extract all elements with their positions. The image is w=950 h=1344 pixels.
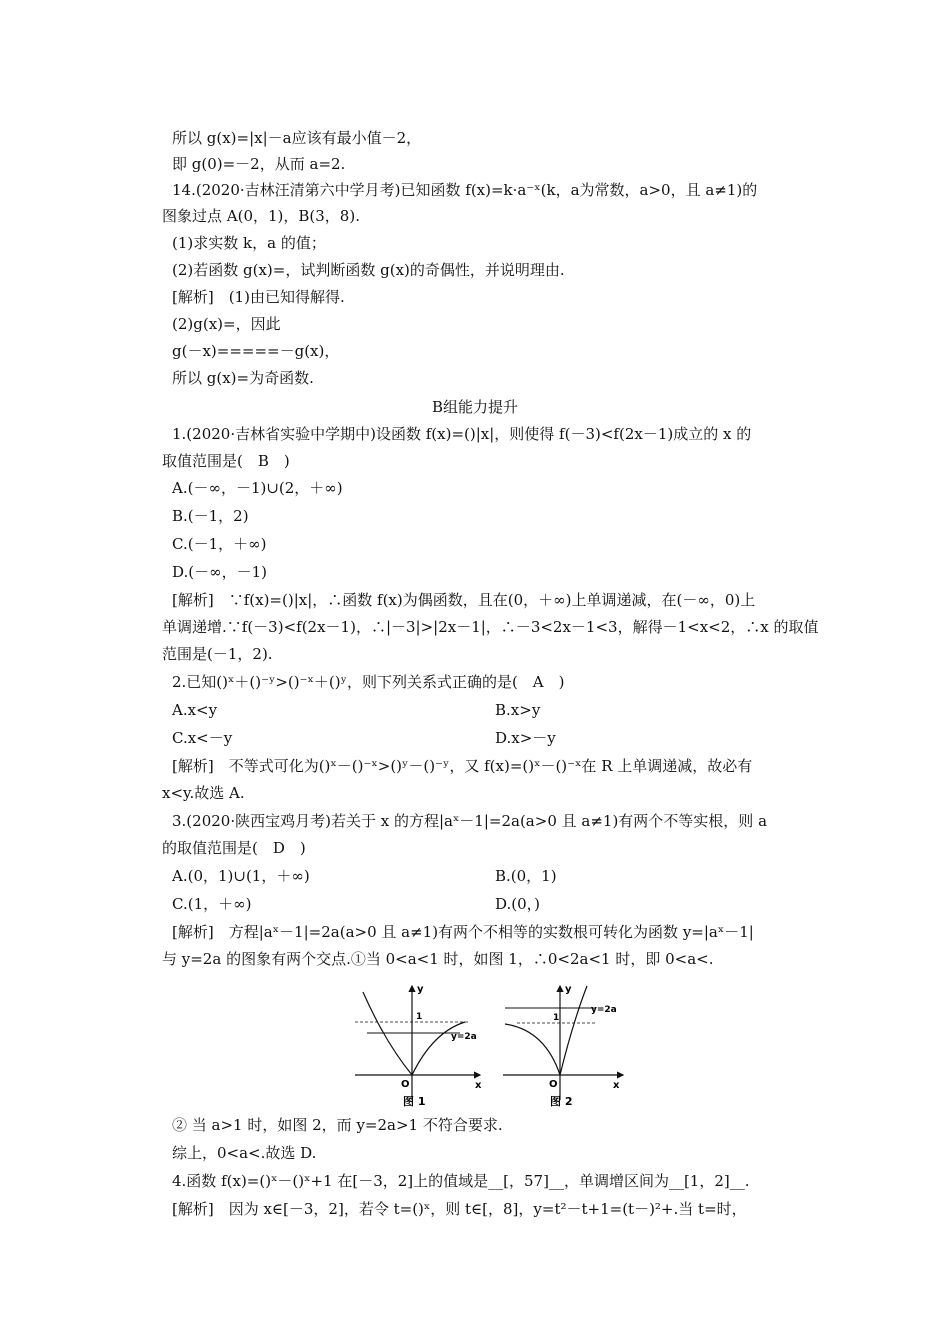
text-line: (2)g(x)=，因此 — [172, 315, 281, 333]
one-label: 1 — [553, 1013, 560, 1023]
analysis-line: [解析] ∵f(x)=()|x|，∴函数 f(x)为偶函数，且在(0，＋∞)上单调递减，在(－∞，0)上 — [172, 591, 756, 609]
text-line: 综上，0<a<.故选 D. — [172, 1144, 317, 1162]
option-c: C.x<－y — [172, 729, 233, 747]
one-label: 1 — [416, 1012, 423, 1022]
option-b: B.(－1，2) — [172, 507, 249, 525]
text-line: (2)若函数 g(x)=，试判断函数 g(x)的奇偶性，并说明理由. — [172, 261, 565, 279]
origin-label: O — [401, 1079, 410, 1090]
function-graphs-figure — [355, 982, 625, 1107]
text-line: ② 当 a>1 时，如图 2，而 y=2a>1 不符合要求. — [172, 1116, 503, 1134]
text-line: 单调递增.∵f(－3)<f(2x－1)，∴|－3|>|2x－1|，∴－3<2x－1<3，解得－1<x<2，∴x 的取值 — [162, 618, 819, 636]
text-line: 范围是(－1，2). — [162, 645, 273, 663]
analysis-line: [解析] 因为 x∈[－3，2]，若令 t=()ˣ，则 t∈[，8]，y=t²－t+1=(t－)²+.当 t=时， — [172, 1200, 747, 1218]
option-d: D.x>－y — [495, 729, 556, 747]
text-line: 的取值范围是( D ) — [162, 839, 306, 857]
y-label: y — [565, 984, 572, 995]
text-line: g(－x)=====－g(x)， — [172, 342, 340, 360]
option-a: A.(0，1)∪(1，＋∞) — [172, 867, 310, 885]
option-c: C.(1，＋∞) — [172, 895, 252, 913]
figure-svg — [355, 982, 625, 1107]
curve — [505, 986, 587, 1075]
question-1: 1.(2020·吉林省实验中学期中)设函数 f(x)=()|x|，则使得 f(－3)<f(2x－1)成立的 x 的 — [172, 425, 752, 443]
question-4: 4.函数 f(x)=()ˣ－()ˣ+1 在[－3，2]上的值域是__[，57]__，单调增区间为__[1，2]__. — [172, 1172, 750, 1190]
analysis-line: [解析] (1)由已知得解得. — [172, 288, 345, 306]
x-label: x — [475, 1080, 482, 1091]
text-line: 所以 g(x)=为奇函数. — [172, 369, 314, 387]
y2a-label: y=2a — [451, 1032, 477, 1042]
option-a: A.(－∞，－1)∪(2，＋∞) — [172, 479, 343, 497]
origin-label: O — [549, 1079, 558, 1090]
option-d: D.(0，) — [495, 895, 541, 913]
option-b: B.x>y — [495, 701, 541, 719]
figure-2-graph — [503, 984, 623, 1107]
question-2: 2.已知()ˣ＋()⁻ʸ>()⁻ˣ＋()ʸ，则下列关系式正确的是( A ) — [172, 673, 565, 691]
figure-2-caption: 图 2 — [550, 1095, 573, 1107]
text-line: 图象过点 A(0，1)，B(3，8). — [162, 207, 360, 225]
text-line: 所以 g(x)=|x|－a应该有最小值－2， — [172, 129, 422, 147]
option-a: A.x<y — [172, 701, 218, 719]
analysis-line: [解析] 方程|aˣ－1|=2a(a>0 且 a≠1)有两个不相等的实数根可转化为函数 y=|aˣ－1| — [172, 923, 754, 941]
figure-1-caption: 图 1 — [403, 1095, 426, 1107]
figure-1-graph — [355, 984, 482, 1107]
text-line: (1)求实数 k，a 的值； — [172, 234, 326, 252]
analysis-line: [解析] 不等式可化为()ˣ－()⁻ˣ>()ʸ－()⁻ʸ，又 f(x)=()ˣ－()⁻ˣ在 R 上单调递减，故必有 — [172, 757, 753, 775]
text-line: 取值范围是( B ) — [162, 452, 290, 470]
x-label: x — [613, 1080, 620, 1091]
y2a-label: y=2a — [591, 1005, 617, 1015]
option-b: B.(0，1) — [495, 867, 557, 885]
text-line: 与 y=2a 的图象有两个交点.①当 0<a<1 时，如图 1，∴0<2a<1 时，即 0<a<. — [162, 950, 714, 968]
option-c: C.(－1，＋∞) — [172, 535, 267, 553]
y-label: y — [417, 984, 424, 995]
question-3: 3.(2020·陕西宝鸡月考)若关于 x 的方程|aˣ－1|=2a(a>0 且 a≠1)有两个不等实根，则 a — [172, 812, 768, 830]
text-line: x<y.故选 A. — [162, 784, 245, 802]
section-title: B组能力提升 — [431, 398, 519, 416]
text-line: 即 g(0)=－2，从而 a=2. — [172, 155, 346, 173]
question-14: 14.(2020·吉林汪清第六中学月考)已知函数 f(x)=k·a⁻ˣ(k，a为常数，a>0，且 a≠1)的 — [172, 181, 758, 199]
option-d: D.(－∞，－1) — [172, 563, 268, 581]
